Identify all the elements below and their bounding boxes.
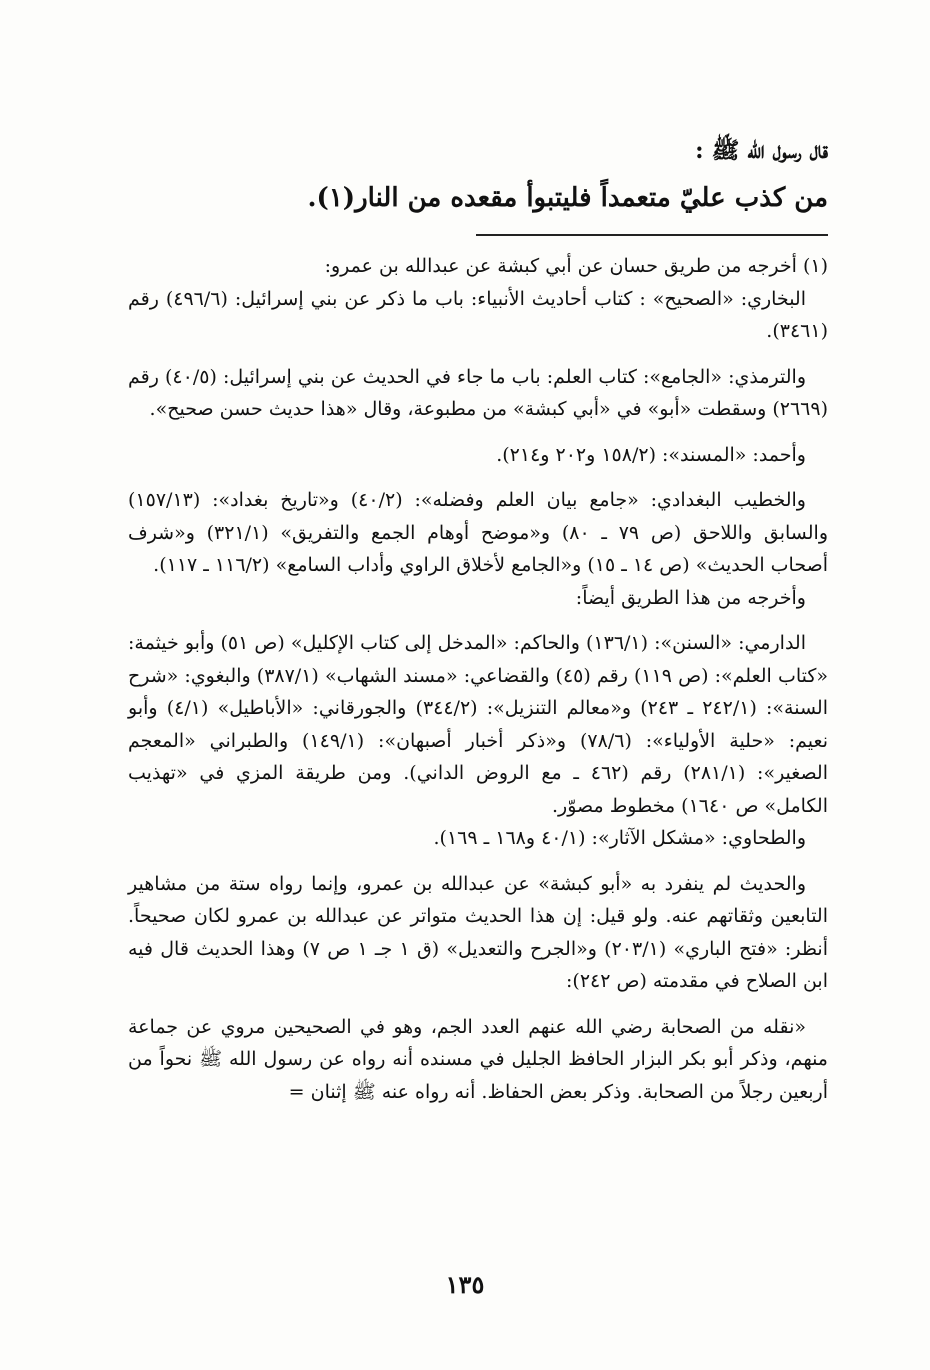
hadith-intro: قال رسول الله ﷺ : xyxy=(695,137,828,164)
footnote-paragraph: «نقله من الصحابة رضي الله عنهم العدد الجم، وهو في الصحيحين مروي عن جماعة منهم، وذكر أبو بكر البزار الحافظ الجليل في مسنده أنه رواه عن رسول الله ﷺ نحواً من أربعين رجلاً من الصحابة. وذكر بعض الحفاظ. أنه رواه عنه ﷺ إثنان = xyxy=(128,1015,828,1103)
hadith-text: من كذب عليّ متعمداً فليتبوأ مقعده من النار(١). xyxy=(307,183,828,213)
footnote-paragraph: والطحاوي: «مشكل الآثار»: (٤٠/١ و١٦٨ ـ ١٦٩). xyxy=(433,827,806,849)
footnote-paragraph: وأحمد: «المسند»: (١٥٨/٢ و٢٠٢ و٢١٤). xyxy=(496,443,806,466)
footnote-paragraph: والحديث لم ينفرد به «أبو كبشة» عن عبدالله بن عمرو، وإنما رواه ستة من مشاهير التابعين وثقاتهم عنه. ولو قيل: إن هذا الحديث متواتر عن عبدالله بن عمرو لكان صحيحاً. أنظر: «فتح الباري» (٢٠٣/١) و«الجرح والتعديل» (ق ١ جـ ١ ص ٧) وهذا الحديث قال فيه ابن الصلاح في مقدمته (ص ٢٤٢): xyxy=(128,872,828,992)
footnote-paragraph: وأخرجه من هذا الطريق أيضاً: xyxy=(575,586,806,609)
page-number: ١٣٥ xyxy=(445,1270,485,1299)
footnote-paragraph: والخطيب البغدادي: «جامع بيان العلم وفضله»: (٤٠/٢) و«تاريخ بغداد»: (١٥٧/١٣) والسابق واللاحق (ص ٧٩ ـ ٨٠) و«موضح أوهام الجمع والتفريق» (٣٢١/١) و«شرف أصحاب الحديث» (ص ١٤ ـ ١٥) و«الجامع لأخلاق الراوي وأداب السامع» (١١٦/٢ ـ ١١٧). xyxy=(128,489,828,576)
footnote-block xyxy=(128,250,828,1108)
footnote-separator xyxy=(476,234,828,236)
footnote-paragraph: والترمذي: «الجامع»: كتاب العلم: باب ما جاء في الحديث عن بني إسرائيل: (٤٠/٥) رقم (٢٦٦٩) وسقطت «أبو» في «أبي كبشة» من مطبوعة، وقال «هذا حديث حسن صحيح». xyxy=(128,365,828,420)
footnote-paragraph: البخاري: «الصحيح» : كتاب أحاديث الأنبياء: باب ما ذكر عن بني إسرائيل: (٤٩٦/٦) رقم (٣٤٦١). xyxy=(128,287,828,342)
footnote-paragraph: (١) أخرجه من طريق حسان عن أبي كبشة عن عبدالله بن عمرو: xyxy=(324,255,828,277)
footnote-paragraph: الدارمي: «السنن»: (١٣٦/١) والحاكم: «المدخل إلى كتاب الإكليل» (ص ٥١) وأبو خيثمة: «كتاب العلم»: (ص ١١٩) رقم (٤٥) والقضاعي: «مسند الشهاب» (٣٨٧/١) والبغوي: «شرح السنة»: (٢٤٢/١ ـ ٢٤٣) و«معالم التنزيل»: (٣٤٤/٢) والجورقاني: «الأباطيل» (٤/١) وأبو نعيم: «حلية الأولياء»: (٧٨/٦) و«ذكر أخبار أصبهان»: (١٤٩/١) والطبراني «المعجم الصغير»: (٢٨١/١) رقم (٤٦٢ ـ مع الروض الداني). ومن طريقة المزي في «تهذيب الكامل» ص ١٦٤٠) مخطوط مصوّر. xyxy=(128,632,829,817)
